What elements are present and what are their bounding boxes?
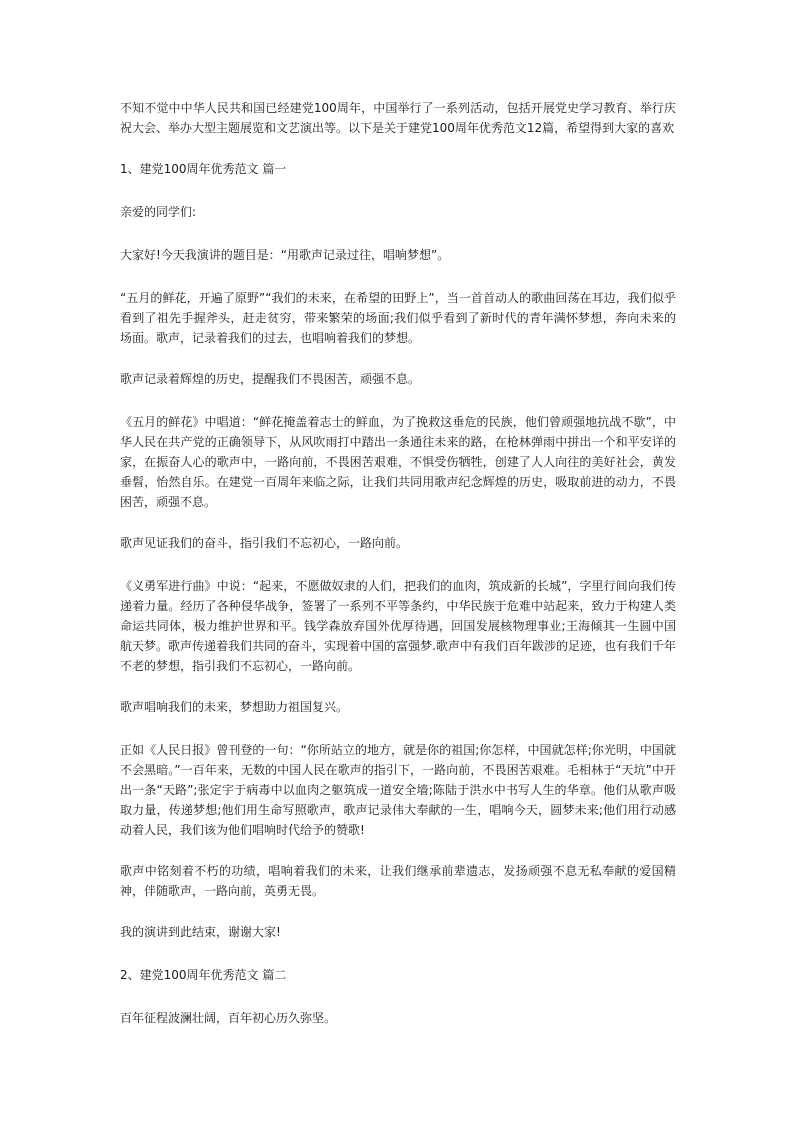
- article-1-heading: 1、建党100周年优秀范文 篇一: [120, 162, 287, 176]
- paragraph: 歌声见证我们的奋斗，指引我们不忘初心，一路向前。: [120, 536, 409, 550]
- paragraph: 歌声唱响我们的未来，梦想助力祖国复兴。: [120, 700, 349, 714]
- paragraph: 大家好!今天我演讲的题目是：“用歌声记录过往，唱响梦想”。: [120, 248, 450, 262]
- closing-paragraph: 我的演讲到此结束，谢谢大家!: [120, 925, 281, 939]
- paragraph: 百年征程波澜壮阔，百年初心历久弥坚。: [120, 1011, 337, 1025]
- paragraph: 歌声中铭刻着不朽的功绩，唱响着我们的未来，让我们继承前辈遗志，发扬顽强不息无私奉献的爱国精神，伴随歌声，一路向前，英勇无畏。: [120, 864, 676, 898]
- intro-paragraph: 不知不觉中中华人民共和国已经建党100周年，中国举行了一系列活动，包括开展党史学习教育、举行庆祝大会、举办大型主题展览和文艺演出等。以下是关于建党100周年优秀范文12篇，希望得到大家的喜欢: [120, 101, 676, 135]
- document-page: [120, 98, 676, 1051]
- article-2-heading: 2、建党100周年优秀范文 篇二: [120, 968, 287, 982]
- paragraph: “五月的鲜花，开遍了原野”“我们的未来，在希望的田野上”，当一首首动人的歌曲回荡在耳边，我们似乎看到了祖先手握斧头，赶走贫穷，带来繁荣的场面;我们似乎看到了新时代的青年满怀梦想，奔向未来的场面。歌声，记录着我们的过去，也唱响着我们的梦想。: [120, 291, 676, 345]
- paragraph: 《五月的鲜花》中唱道：“鲜花掩盖着志士的鲜血，为了挽救这垂危的民族，他们曾顽强地抗战不歇”，中华人民在共产党的正确领导下，从风吹雨打中踏出一条通往未来的路，在枪林弹雨中拼出一个和平安详的家，在振奋人心的歌声中，一路向前，不畏困苦艰难，不惧受伤牺牲，创建了人人向往的美好社会，黄发垂髫，怡然自乐。在建党一百周年来临之际，让我们共同用歌声纪念辉煌的历史，吸取前进的动力，不畏困苦，顽强不息。: [120, 415, 676, 509]
- paragraph: 正如《人民日报》曾刊登的一句：“你所站立的地方，就是你的祖国;你怎样，中国就怎样;你光明，中国就不会黑暗。”一百年来，无数的中国人民在歌声的指引下，一路向前，不畏困苦艰难。毛相林于“天坑”中开出一条“天路”;张定宇于病毒中以血肉之躯筑成一道安全墙;陈陆于洪水中书写人生的华章。他们从歌声吸取力量，传递梦想;他们用生命写照歌声，歌声记录伟大奉献的一生，唱响今天，圆梦未来;他们用行动感动着人民，我们该为他们唱响时代给予的赞歌!: [120, 743, 676, 837]
- paragraph: 歌声记录着辉煌的历史，提醒我们不畏困苦，顽强不息。: [120, 372, 421, 386]
- paragraph: 《义勇军进行曲》中说：“起来，不愿做奴隶的人们，把我们的血肉，筑成新的长城”，字里行间向我们传递着力量。经历了各种侵华战争，签署了一系列不平等条约，中华民族于危难中站起来，致力于构建人类命运共同体，极力维护世界和平。钱学森放弃国外优厚待遇，回国发展核物理事业;王海倾其一生圆中国航天梦。歌声传递着我们共同的奋斗，实现着中国的富强梦.歌声中有我们百年跋涉的足迹，也有我们千年不老的梦想，指引我们不忘初心，一路向前。: [120, 579, 676, 673]
- salutation: 亲爱的同学们:: [120, 205, 197, 219]
